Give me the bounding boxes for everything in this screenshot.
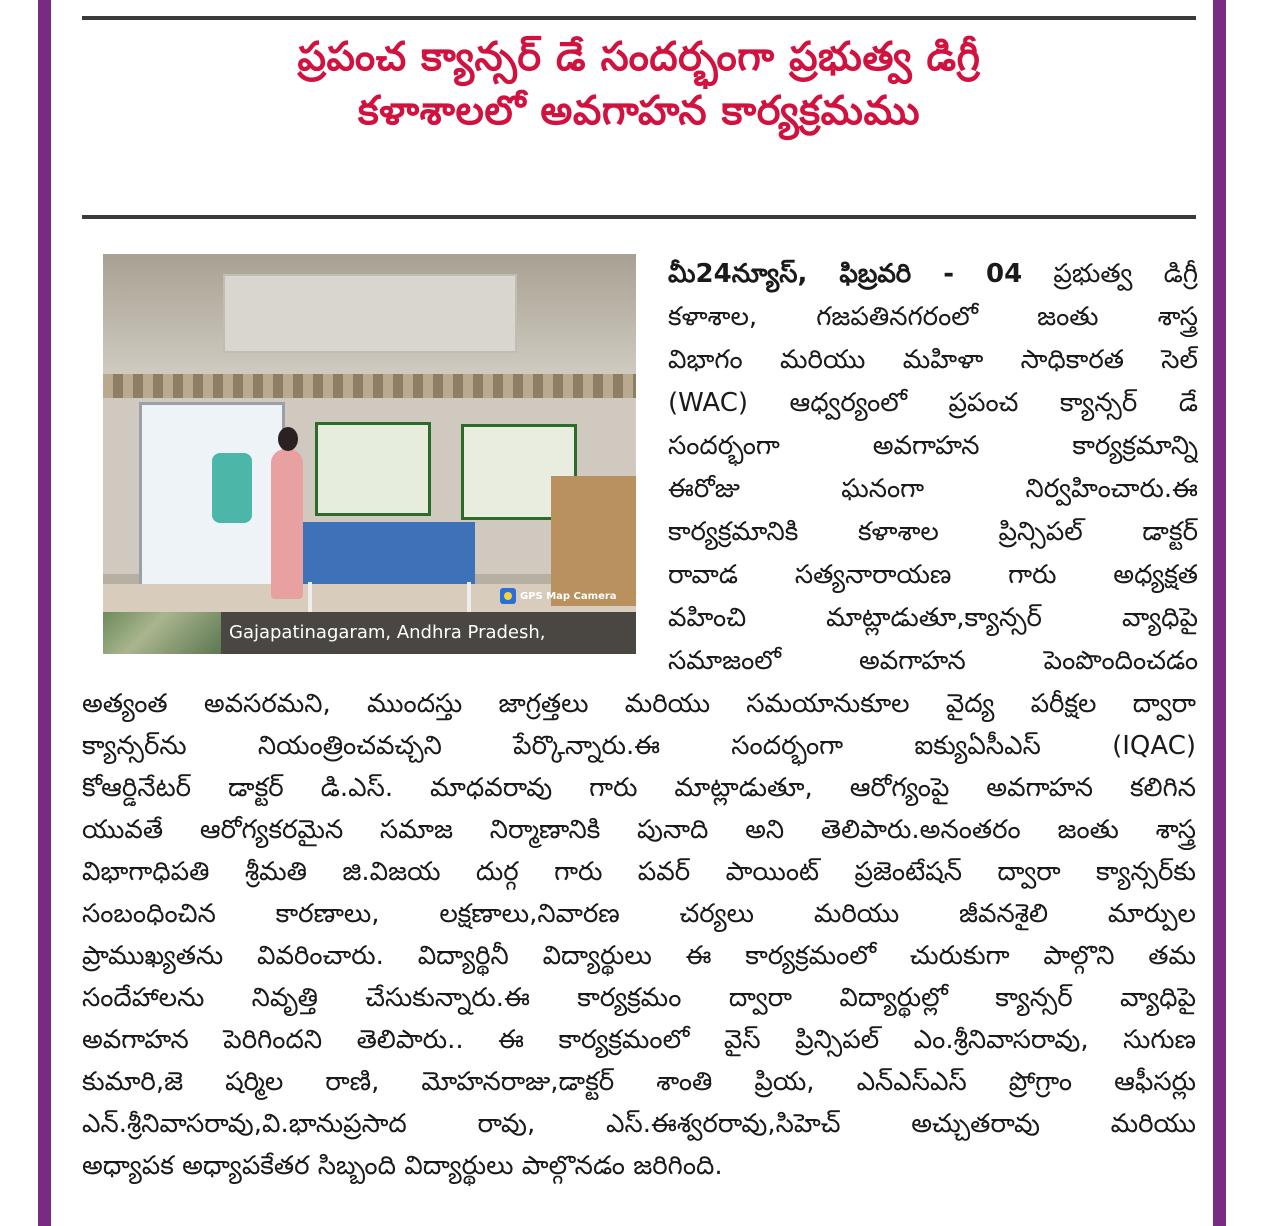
article-line: సమాజంలో అవగాహన పెంపొందించడం xyxy=(668,646,1198,676)
article-line: అధ్యాపక అధ్యాపకేతర సిబ్బంది విద్యార్థులు పాల్గొనడం జరిగింది. xyxy=(82,1151,723,1181)
article-line: అవగాహన పెరిగిందని తెలిపారు.. ఈ కార్యక్రమంలో వైస్ ప్రిన్సిపల్ ఎం.శ్రీనివాసరావు, సుగుణ xyxy=(82,1025,1196,1055)
photo-ceiling-panel xyxy=(223,274,517,353)
article-line: (WAC) ఆధ్వర్యంలో ప్రపంచ క్యాన్సర్ డే xyxy=(668,388,1198,418)
article-line: ఈరోజు ఘనంగా నిర్వహించారు.ఈ xyxy=(668,474,1198,504)
article-line: అత్యంత అవసరమని, ముందస్తు జాగ్రత్తలు మరియు సమయానుకూల వైద్య పరీక్షల ద్వారా xyxy=(82,689,1196,719)
gps-camera-icon xyxy=(500,588,516,604)
photo-table-legs xyxy=(308,582,471,612)
article-line: కోఆర్డినేటర్ డాక్టర్ డి.ఎస్. మాధవరావు గారు మాట్లాడుతూ, ఆరోగ్యంపై అవగాహన కలిగిన xyxy=(82,773,1196,803)
event-photo xyxy=(103,254,636,654)
photo-banner-left xyxy=(315,422,431,516)
photo-projector-screen xyxy=(139,402,285,598)
headline-line-2: కళాశాలలో అవగాహన కార్యక్రమము xyxy=(357,88,921,134)
bottom-rule xyxy=(82,215,1196,219)
article-line: విభాగం మరియు మహిళా సాధికారత సెల్ xyxy=(668,345,1198,375)
article-line: సందేహాలను నివృత్తి చేసుకున్నారు.ఈ కార్యక్రమం ద్వారా విద్యార్థుల్లో క్యాన్సర్ వ్యాధిపై xyxy=(82,983,1196,1013)
article-line: కుమారి,జె షర్మిల రాణి, మోహనరాజు,డాక్టర్ శాంతి ప్రియ, ఎన్ఎస్ఎస్ ప్రోగ్రాం ఆఫీసర్లు xyxy=(82,1067,1196,1097)
gps-watermark xyxy=(500,585,636,607)
article-line: సంబంధించిన కారణాలు, లక్షణాలు,నివారణ చర్యలు మరియు జీవనశైలి మార్పుల xyxy=(82,899,1196,929)
article-line: కార్యక్రమానికి కళాశాల ప్రిన్సిపల్ డాక్టర్ xyxy=(668,517,1198,547)
dateline: మీ24న్యూస్, ఫిబ్రవరి - 04 xyxy=(668,259,1023,289)
article-line-text: ప్రభుత్వ డిగ్రీ xyxy=(1053,259,1198,289)
photo-location-caption: Gajapatinagaram, Andhra Pradesh, xyxy=(221,612,636,654)
photo-frieze xyxy=(103,374,636,398)
article-line: సందర్భంగా అవగాహన కార్యక్రమాన్ని xyxy=(668,431,1198,461)
article-line: ఎన్.శ్రీనివాసరావు,వి.భానుప్రసాద రావు, ఎస్.ఈశ్వరరావు,సిహెచ్ అచ్చుతరావు మరియు xyxy=(82,1109,1196,1139)
photo-table xyxy=(295,522,475,584)
headline-line-1: ప్రపంచ క్యాన్సర్ డే సందర్భంగా ప్రభుత్వ డిగ్రీ xyxy=(297,34,981,80)
article-line: యువతే ఆరోగ్యకరమైన సమాజ నిర్మాణానికి పునాది అని తెలిపారు.అనంతరం జంతు శాస్త్ర xyxy=(82,815,1196,845)
article-line: విభాగాధిపతి శ్రీమతి జి.విజయ దుర్గ గారు పవర్ పాయింట్ ప్రజెంటేషన్ ద్వారా క్యాన్సర్‌కు xyxy=(82,857,1196,887)
top-rule xyxy=(82,16,1196,20)
article-line: వహించి మాట్లాడుతూ,క్యాన్సర్ వ్యాధిపై xyxy=(668,603,1198,633)
article-line: రావాడ సత్యనారాయణ గారు అధ్యక్షత xyxy=(668,560,1198,590)
gps-label: GPS Map Camera xyxy=(520,590,617,602)
article-line xyxy=(668,254,1198,294)
article-line: క్యాన్సర్‌ను నియంత్రించవచ్చని పేర్కొన్నారు.ఈ సందర్భంగా ఐక్యుఏసీఎస్ (IQAC) xyxy=(82,731,1196,761)
headline xyxy=(82,30,1196,138)
photo-map-thumbnail xyxy=(103,612,221,654)
photo-speaker xyxy=(271,449,303,599)
article-line: కళాశాల, గజపతినగరంలో జంతు శాస్త్ర xyxy=(668,302,1198,332)
article-line: ప్రాముఖ్యతను వివరించారు. విద్యార్థినీ విద్యార్థులు ఈ కార్యక్రమంలో చురుకుగా పాల్గొని తమ xyxy=(82,941,1196,971)
